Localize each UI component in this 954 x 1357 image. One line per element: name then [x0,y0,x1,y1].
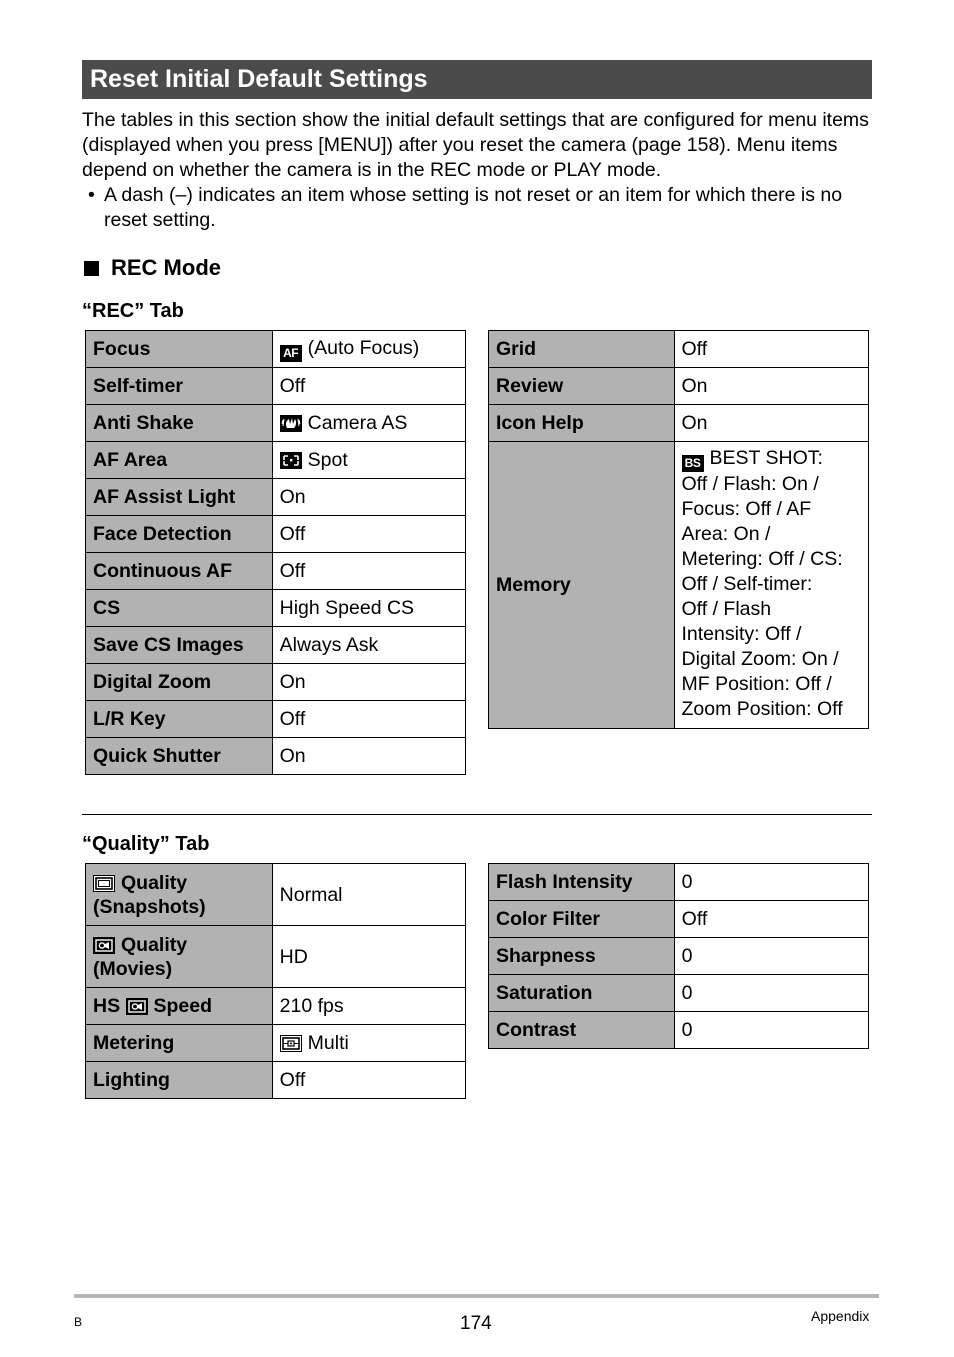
footer-section-name: Appendix [811,1308,870,1324]
setting-value: Multi [272,1025,465,1062]
table-row [86,516,466,553]
setting-value: Off [272,516,465,553]
memory-value: BS BEST SHOT: Off / Flash: On / Focus: Off / AF Area: On / Metering: Off / CS: Off / Self-timer: Off / Flash Intensity: Off / Digital Zoom: On / MF Position: Off / Zoom Position: Off [674,442,869,729]
anti-shake-icon [280,415,302,432]
setting-value: 210 fps [272,988,465,1025]
setting-key: L/R Key [86,701,273,738]
setting-value: Off [272,701,465,738]
setting-value: Off [272,553,465,590]
setting-value: Camera AS [272,405,465,442]
setting-key: Sharpness [489,938,675,975]
setting-value: 0 [674,975,868,1012]
table-row [489,405,869,442]
setting-key: Lighting [86,1062,273,1099]
setting-key: Contrast [489,1012,675,1049]
setting-key: Icon Help [489,405,675,442]
footer-language-mark: B [74,1315,83,1329]
table-row [489,975,869,1012]
table-row [489,442,869,729]
intro-paragraph: The tables in this section show the initial default settings that are configured for menu items (displayed when you press [MENU]) after you reset the camera (page 158). Menu items depend on whether the camera is in the REC mode or PLAY mode. [82,109,869,181]
setting-key: Quality (Snapshots) [86,864,273,926]
setting-key: CS [86,590,273,627]
setting-value: On [272,664,465,701]
bullet-mark: • [88,184,95,206]
table-row [86,590,466,627]
setting-value: On [674,405,869,442]
setting-key: Anti Shake [86,405,273,442]
table-row [86,864,466,926]
setting-key: Memory [489,442,675,729]
rec-left-table [85,330,466,775]
setting-key: Quick Shutter [86,738,273,775]
table-row [86,664,466,701]
quality-left-table [85,863,466,1099]
setting-value: 0 [674,1012,868,1049]
section-heading [84,254,221,282]
rec-tab-heading: “REC” Tab [82,300,184,322]
table-row [86,627,466,664]
setting-key: AF Assist Light [86,479,273,516]
table-row [489,331,869,368]
footer-rule [74,1294,879,1298]
snapshot-icon [93,875,115,892]
table-row [489,938,869,975]
setting-value: 0 [674,864,868,901]
setting-key: Face Detection [86,516,273,553]
setting-value: On [272,479,465,516]
table-row [86,1062,466,1099]
quality-tab-heading: “Quality” Tab [82,833,210,855]
setting-value: Spot [272,442,465,479]
section-divider [82,814,872,815]
intro-bullet [82,183,882,233]
table-row [489,901,869,938]
setting-key: Grid [489,331,675,368]
setting-value: Off [272,368,465,405]
table-row [86,1025,466,1062]
setting-key: HS Speed [86,988,273,1025]
table-row [489,368,869,405]
setting-key: Saturation [489,975,675,1012]
setting-key: Self-timer [86,368,273,405]
setting-value: On [272,738,465,775]
setting-value: Always Ask [272,627,465,664]
setting-key: Color Filter [489,901,675,938]
setting-key: Continuous AF [86,553,273,590]
bullet-text: A dash (–) indicates an item whose setting is not reset or an item for which there is no reset setting. [104,184,843,231]
quality-right-table [488,863,869,1049]
rec-right-table [488,330,869,729]
setting-value: High Speed CS [272,590,465,627]
table-row [86,553,466,590]
setting-value: Off [272,1062,465,1099]
page-number: 174 [460,1313,492,1334]
table-row [86,701,466,738]
setting-value: 0 [674,938,868,975]
setting-value: AF (Auto Focus) [272,331,465,368]
setting-value: Normal [272,864,465,926]
setting-value: HD [272,926,465,988]
intro-text [82,108,882,233]
multi-metering-icon [280,1035,302,1052]
setting-key: Save CS Images [86,627,273,664]
setting-key: Metering [86,1025,273,1062]
setting-value: On [674,368,869,405]
movie-icon [126,998,148,1015]
setting-key: Focus [86,331,273,368]
movie-icon [93,937,115,954]
table-row [489,1012,869,1049]
spot-icon [280,452,302,469]
page-title: Reset Initial Default Settings [82,60,872,99]
table-row [86,738,466,775]
table-row [86,988,466,1025]
setting-value: Off [674,331,869,368]
table-row [86,331,466,368]
table-row [86,368,466,405]
table-row [489,864,869,901]
setting-key: Quality (Movies) [86,926,273,988]
section-title: REC Mode [111,255,221,280]
best-shot-icon: BS [682,455,704,472]
setting-key: Review [489,368,675,405]
table-row [86,926,466,988]
setting-key: Flash Intensity [489,864,675,901]
table-row [86,405,466,442]
setting-value: Off [674,901,868,938]
af-icon: AF [280,345,302,362]
setting-key: Digital Zoom [86,664,273,701]
setting-key: AF Area [86,442,273,479]
table-row [86,442,466,479]
square-bullet-icon [84,261,99,276]
table-row [86,479,466,516]
